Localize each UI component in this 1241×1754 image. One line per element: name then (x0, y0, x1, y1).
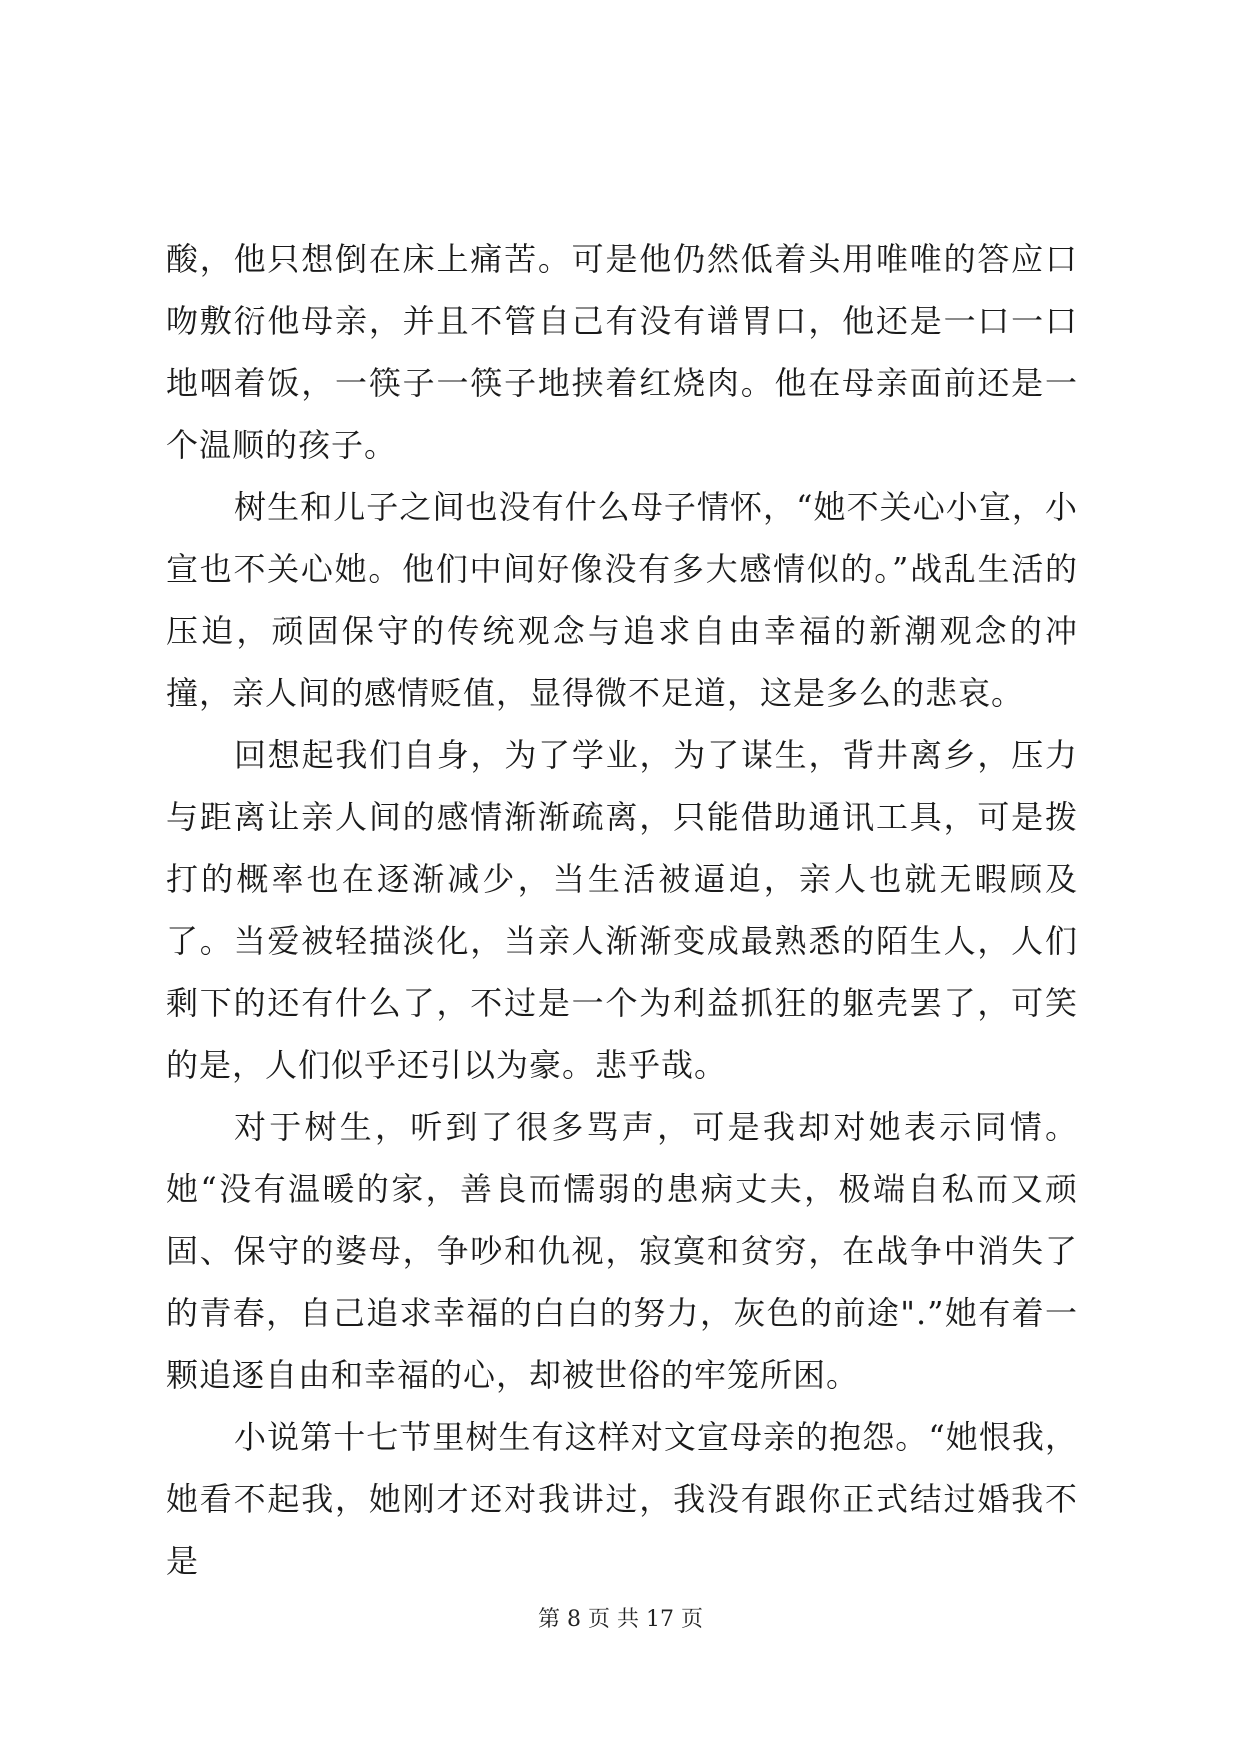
page-number-footer: 第 8 页 共 17 页 (538, 1607, 703, 1632)
paragraph: 小说第十七节里树生有这样对文宣母亲的抱怨。“她恨我，她看不起我，她刚才还对我讲过，我没有跟你正式结过婚我不是 (166, 1418, 1078, 1580)
paragraph-continuation: 酸，他只想倒在床上痛苦。可是他仍然低着头用唯唯的答应口吻敷衍他母亲，并且不管自己有没有谱胃口，他还是一口一口地咽着饭，一筷子一筷子地挟着红烧肉。他在母亲面前还是一个温顺的孩子。 (166, 240, 1078, 464)
paragraph: 对于树生，听到了很多骂声，可是我却对她表示同情。她“没有温暖的家，善良而懦弱的患病丈夫，极端自私而又顽固、保守的婆母，争吵和仇视，寂寞和贫穷，在战争中消失了的青春，自己追求幸福的白白的努力，灰色的前途".”她有着一颗追逐自由和幸福的心，却被世俗的牢笼所困。 (166, 1108, 1078, 1394)
body-text (166, 228, 1078, 1592)
paragraph: 树生和儿子之间也没有什么母子情怀，“她不关心小宣，小宣也不关心她。他们中间好像没有多大感情似的。”战乱生活的压迫，顽固保守的传统观念与追求自由幸福的新潮观念的冲撞，亲人间的感情贬值，显得微不足道，这是多么的悲哀。 (166, 488, 1078, 712)
paragraph: 回想起我们自身，为了学业，为了谋生，背井离乡，压力与距离让亲人间的感情渐渐疏离，只能借助通讯工具，可是拨打的概率也在逐渐减少，当生活被逼迫，亲人也就无暇顾及了。当爱被轻描淡化，当亲人渐渐变成最熟悉的陌生人，人们剩下的还有什么了，不过是一个为利益抓狂的躯壳罢了，可笑的是，人们似乎还引以为豪。悲乎哉。 (166, 736, 1078, 1084)
